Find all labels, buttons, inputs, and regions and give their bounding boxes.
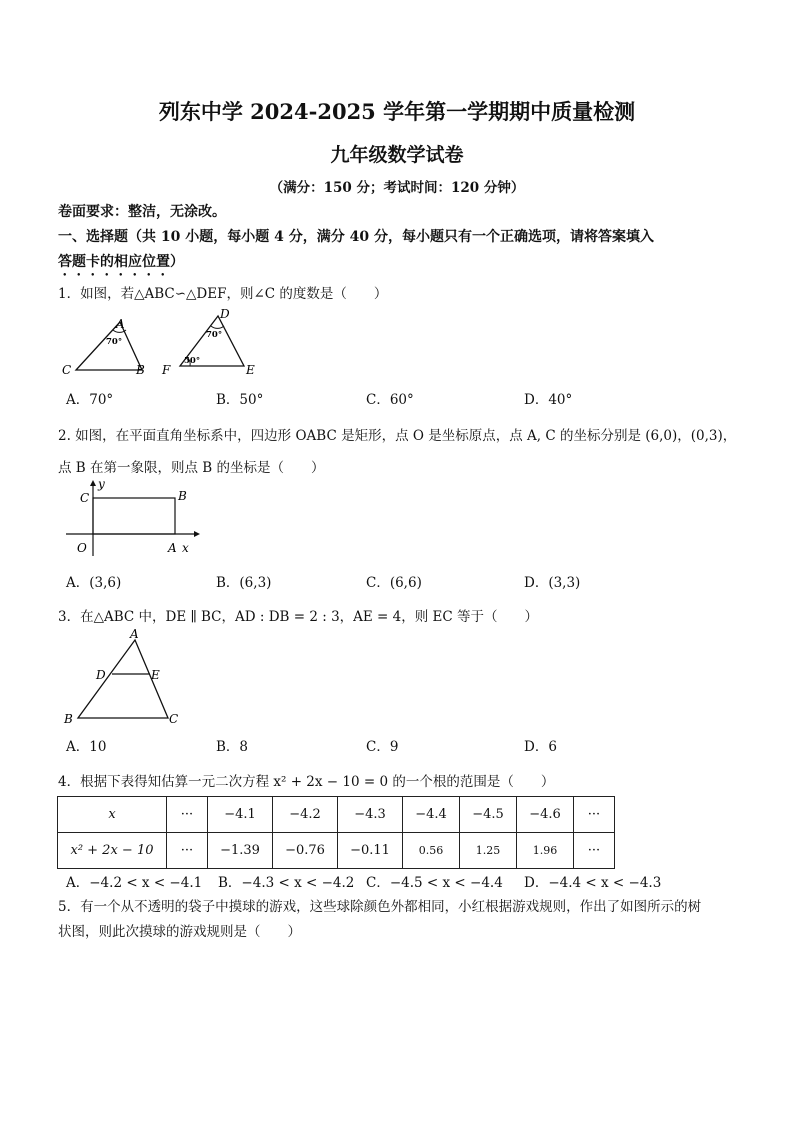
q4-option-b[interactable]: B．−4.3 < x < −4.2 — [218, 875, 355, 891]
table-cell: −1.39 — [208, 833, 273, 869]
table-cell: ··· — [167, 833, 208, 869]
table-cell: x — [58, 797, 167, 833]
label-o: O — [77, 541, 87, 555]
table-cell: ··· — [167, 797, 208, 833]
q3-option-c[interactable]: C．9 — [366, 739, 399, 755]
table-cell: x² + 2x − 10 — [58, 833, 167, 869]
label-e: E — [151, 668, 160, 682]
table-cell: −4.5 — [460, 797, 517, 833]
q4-value-table — [57, 796, 615, 869]
q2-coordinate-figure — [58, 476, 208, 560]
label-a: A — [168, 541, 177, 555]
rectangle-oabc — [93, 498, 175, 534]
question-5-line1: 5．有一个从不透明的袋子中摸球的游戏，这些球除颜色外都相同，小红根据游戏规则，作出了如图所示的树 — [58, 899, 702, 915]
question-2-line1: 2. 如图，在平面直角坐标系中，四边形 OABC 是矩形，点 O 是坐标原点，点 A, C 的坐标分别是 (6,0)，(0,3)， — [58, 428, 737, 444]
q2-option-b[interactable]: B．(6,3) — [216, 575, 272, 591]
section1-heading-line1: 一、选择题（共 10 小题，每小题 4 分，满分 40 分，每小题只有一个正确选项，请将答案填入 — [58, 229, 654, 245]
label-c: C — [169, 712, 179, 726]
label-d: D — [96, 668, 106, 682]
label-d: D — [220, 307, 230, 321]
paper-requirement: 卷面要求：整洁，无涂改。 — [58, 204, 226, 220]
label-b: B — [178, 489, 187, 503]
exam-subtitle: 九年级数学试卷 — [330, 144, 464, 166]
table-cell: −4.3 — [338, 797, 403, 833]
table-cell: ··· — [574, 833, 615, 869]
q1-option-d[interactable]: D．40° — [524, 392, 573, 408]
q3-option-d[interactable]: D．6 — [524, 739, 557, 755]
question-3: 3．在△ABC 中，DE ∥ BC，AD : DB = 2 : 3，AE = 4，则 EC 等于（ ） — [58, 609, 539, 625]
label-x: x — [182, 541, 189, 555]
q4-option-a[interactable]: A．−4.2 < x < −4.1 — [66, 875, 203, 891]
question-5-line2: 状图，则此次摸球的游戏规则是（ ） — [58, 924, 301, 940]
question-2-line2: 点 B 在第一象限，则点 B 的坐标是（ ） — [58, 460, 325, 476]
y-axis-arrow — [90, 480, 96, 486]
table-cell: −4.6 — [517, 797, 574, 833]
table-cell: −0.76 — [273, 833, 338, 869]
table-cell: −4.1 — [208, 797, 273, 833]
q1-triangles-figure — [58, 304, 278, 380]
table-cell: ··· — [574, 797, 615, 833]
angle-d-arc — [211, 326, 224, 328]
q1-option-a[interactable]: A．70° — [66, 392, 114, 408]
x-axis-arrow — [194, 531, 200, 537]
exam-info: （满分：150 分；考试时间：120 分钟） — [269, 180, 525, 196]
table-row-expression — [58, 833, 615, 869]
table-cell: −4.2 — [273, 797, 338, 833]
q4-option-c[interactable]: C．−4.5 < x < −4.4 — [366, 875, 503, 891]
q4-option-d[interactable]: D．−4.4 < x < −4.3 — [524, 875, 662, 891]
q2-option-d[interactable]: D．(3,3) — [524, 575, 581, 591]
section1-heading-line2-text: 答题卡的相应位置） — [58, 254, 184, 270]
label-b: B — [64, 712, 73, 726]
exam-title: 列东中学 2024-2025 学年第一学期期中质量检测 — [158, 99, 636, 124]
table-row-x — [58, 797, 615, 833]
angle-a-value: 70° — [106, 337, 123, 347]
table-cell: −4.4 — [403, 797, 460, 833]
label-y: y — [98, 477, 105, 491]
q2-option-a[interactable]: A．(3,6) — [66, 575, 122, 591]
table-cell: 1.96 — [517, 833, 574, 869]
label-b: B — [136, 363, 145, 377]
q3-option-a[interactable]: A．10 — [66, 739, 107, 755]
label-c: C — [80, 491, 90, 505]
question-4: 4．根据下表得知估算一元二次方程 x² + 2x − 10 = 0 的一个根的范围是（ ） — [58, 774, 555, 790]
label-a: A — [130, 627, 139, 641]
table-cell: −0.11 — [338, 833, 403, 869]
q1-option-b[interactable]: B．50° — [216, 392, 264, 408]
angle-d-value: 70° — [206, 330, 223, 340]
q3-triangle-figure — [58, 624, 188, 728]
table-cell: 1.25 — [460, 833, 517, 869]
q1-option-c[interactable]: C．60° — [366, 392, 414, 408]
label-f: F — [162, 363, 171, 377]
label-a: A — [116, 317, 125, 331]
angle-f-value: 50° — [184, 356, 201, 366]
q2-option-c[interactable]: C．(6,6) — [366, 575, 422, 591]
section1-heading-line2 — [58, 251, 184, 279]
label-e: E — [246, 363, 255, 377]
label-c: C — [62, 363, 72, 377]
question-1: 1．如图，若△ABC∽△DEF，则∠C 的度数是（ ） — [58, 286, 388, 302]
table-cell: 0.56 — [403, 833, 460, 869]
q3-option-b[interactable]: B．8 — [216, 739, 249, 755]
